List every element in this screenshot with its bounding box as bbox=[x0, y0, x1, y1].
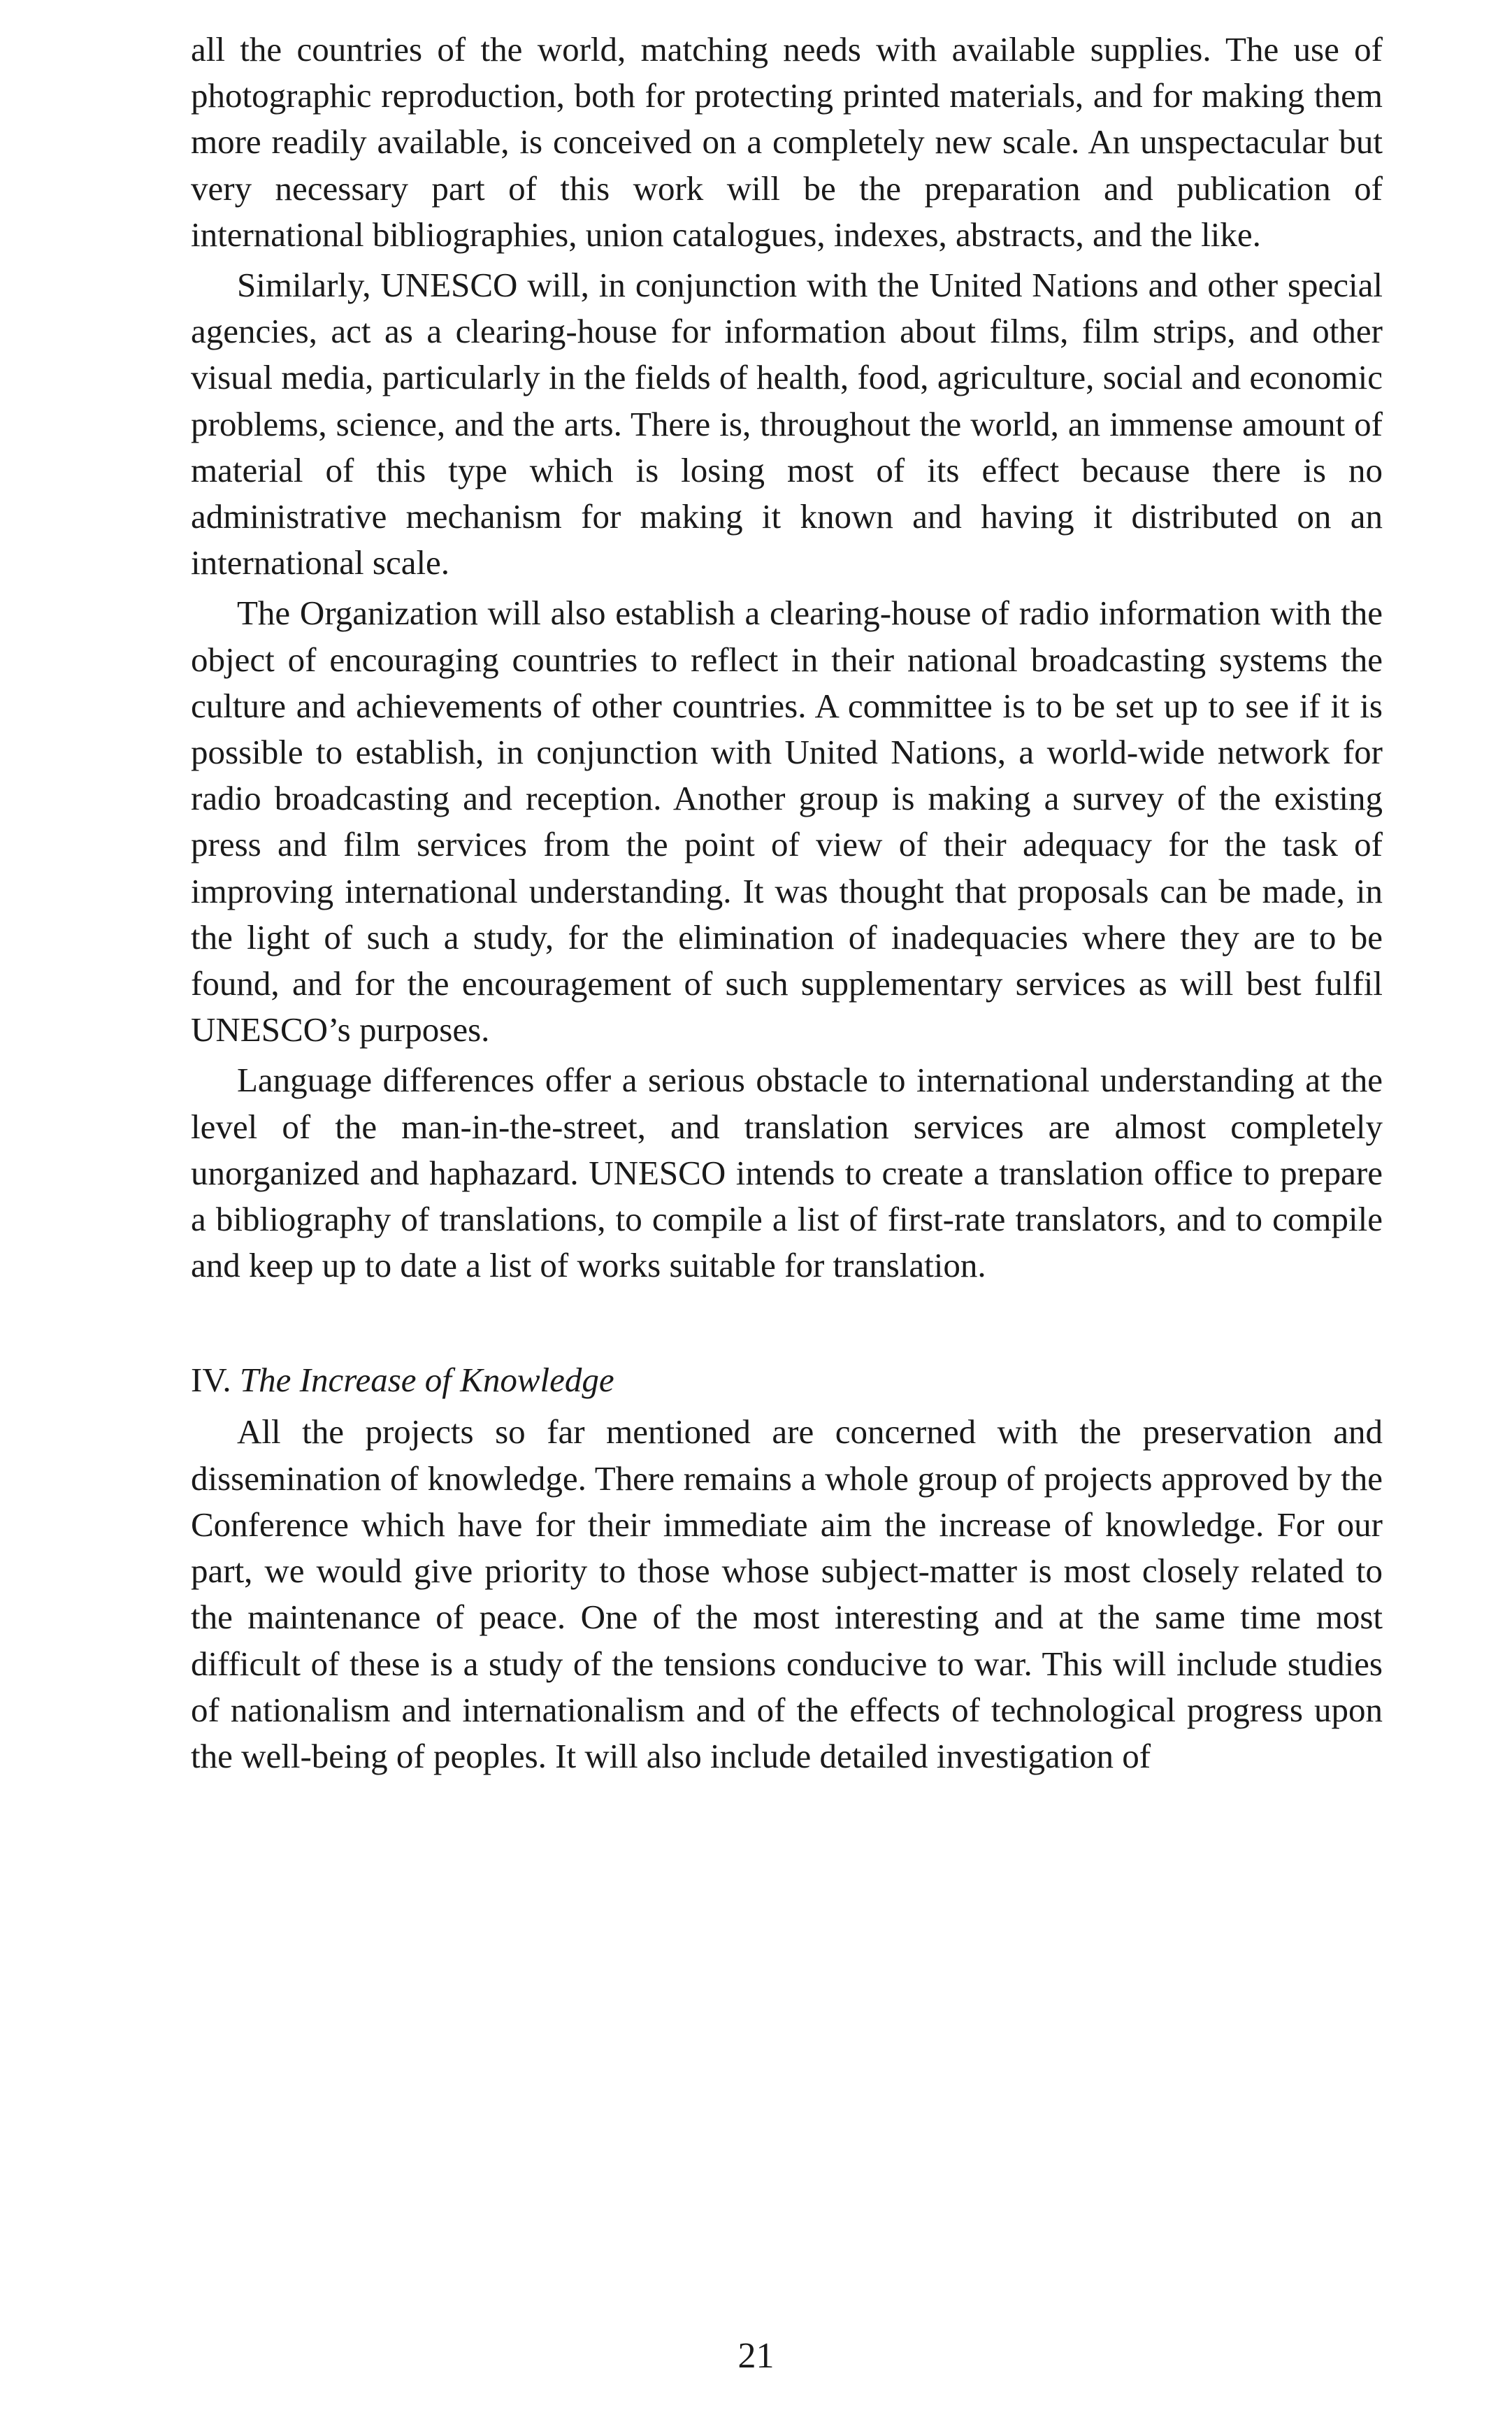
page-number: 21 bbox=[737, 2336, 775, 2376]
page-body bbox=[191, 27, 1383, 1779]
section-number: IV. bbox=[191, 1361, 231, 1400]
paragraph-1: all the countries of the world, matching needs with available supplies. The use of photographic reproduction, both for protecting printed materials, and for making them more readily available, is conceived on a completely new scale. An unspectacular but very necessary part of this work will be the preparation and publication of international bibliographies, union catalogues, indexes, abstracts, and the like. bbox=[191, 30, 1383, 254]
section-heading bbox=[191, 1357, 1383, 1403]
paragraph-2: Similarly, UNESCO will, in conjunction with the United Nations and other special agencies, act as a clearing-house for information about films, film strips, and other visual media, particularly in the fields of health, food, agriculture, social and economic problems, science, and the arts. There is, throughout the world, an immense amount of material of this type which is losing most of its effect because there is no administrative mechanism for making it known and having it distributed on an international scale. bbox=[191, 266, 1383, 582]
paragraph-3: The Organization will also establish a clearing-house of radio information with the object of encouraging countries to reflect in their national broadcasting systems the culture and achievements of other countries. A committee is to be set up to see if it is possible to establish, in conjunction with United Nations, a world-wide network for radio broadcasting and reception. Another group is making a survey of the existing press and film services from the point of view of their adequacy for the task of improving international understanding. It was thought that proposals can be made, in the light of such a study, for the elimination of inadequacies where they are to be found, and for the encouragement of such supplementary services as will best fulfil UNESCO’s purposes. bbox=[191, 594, 1383, 1049]
paragraph-4: Language differences offer a serious obstacle to international understanding at the level of the man-in-the-street, and translation services are almost completely unorganized and haphazard. UNESCO intends to create a translation office to prepare a bibliography of translations, to compile a list of first-rate translators, and to compile and keep up to date a list of works suitable for translation. bbox=[191, 1061, 1383, 1285]
section-title: The Increase of Knowledge bbox=[239, 1361, 614, 1400]
section-paragraph-1: All the projects so far mentioned are concerned with the preservation and dissemination of knowledge. There remains a whole group of projects approved by the Conference which have for their immediate aim the increase of knowledge. For our part, we would give priority to those whose subject-matter is most closely related to the maintenance of peace. One of the most interesting and at the same time most difficult of these is a study of the tensions conducive to war. This will include studies of nationalism and internationalism and of the effects of technological progress upon the well-being of peoples. It will also include detailed investigation of bbox=[191, 1412, 1383, 1775]
